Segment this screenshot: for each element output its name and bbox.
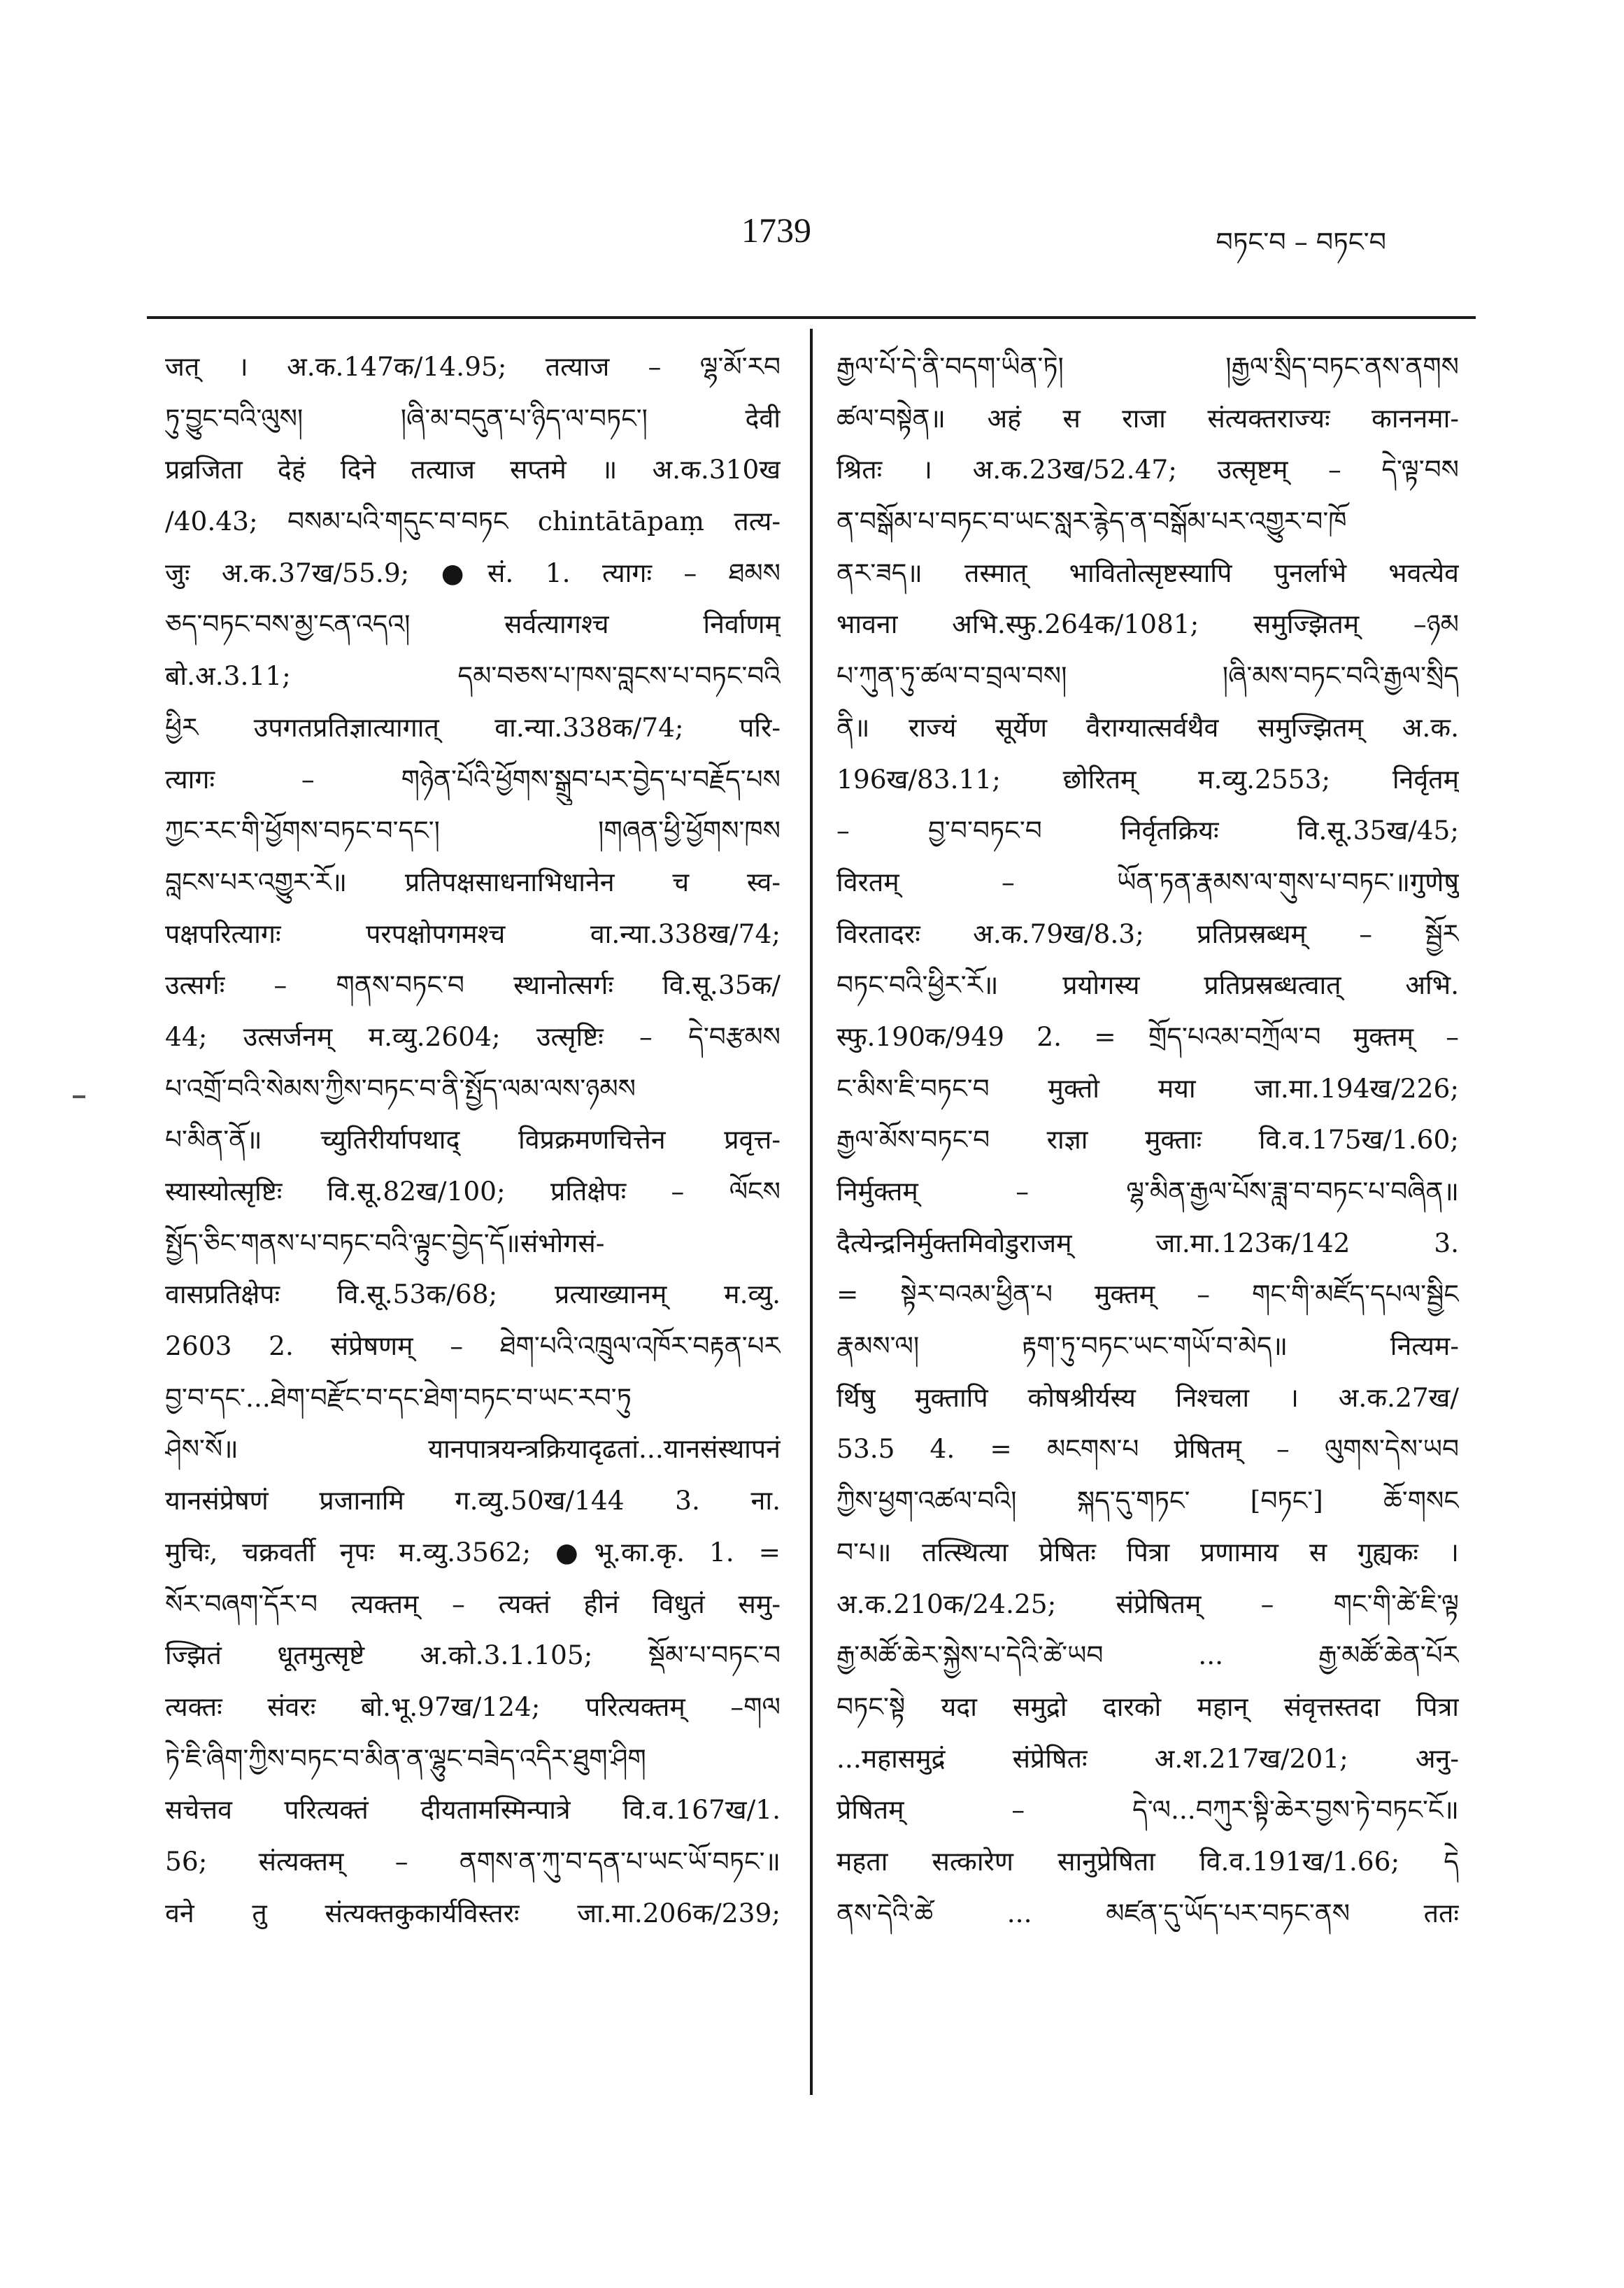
text-line: निर्मुक्तम् – ལྷ་མིན་རྒྱལ་པོས་ཟླ་བ་བཏང་པ་བཞིན॥ [836,1176,1459,1207]
text-line: ཏུ་བྱུང་བའི་ལུས། །ཞི་མ་བདུན་པ་ཉིད་ལ་བཏང་། देवी [165,402,781,434]
text-line: ནས་དེའི་ཚེ ... མཛན་དུ་ཡོད་པར་བཏང་ནས ततः [836,1897,1459,1928]
text-line: 44; उत्सर्जनम् म.व्यु.2604; उत्सृष्टिः – དེ་བརྩམས [165,1021,781,1052]
left-column [165,341,781,1939]
text-line: སོར་བཞག་དོར་བ त्यक्तम् – त्यक्तं हीनं विधुतं समु- [165,1588,781,1619]
text-line: बो.अ.3.11; དམ་བཅས་པ་ཁས་བླངས་པ་བཏང་བའི [165,660,781,692]
page-header [0,210,1624,266]
text-line: ཀྱིས་ཕྱག་འཚལ་བའི། སྐད་དུ་གཏང་ [བཏང་] ཆོ་གསང [836,1485,1459,1516]
text-line: स्यास्योत्सृष्टिः वि.सू.82ख/100; प्रतिक्षेपः – ལོངས [165,1176,781,1207]
text-line: सचेत्तव परित्यक्तं दीयतामस्मिन्पात्रे वि.व.167ख/1. [165,1794,781,1826]
text-line: པ་མིན་ནོ॥ च्युतिरीर्यापथाद् विप्रक्रमणचित्तेन प्रवृत्त- [165,1124,781,1156]
text-line: ཅད་བཏང་བས་མྱ་ངན་འདའ། सर्वत्यागश्च निर्वाणम् [165,609,781,640]
text-line: अ.क.210क/24.25; संप्रेषितम् – གང་གི་ཚེ་ཇི་ལྟ [836,1588,1459,1619]
right-column [836,341,1459,1939]
text-line: བཏང་བའི་ཕྱིར་རོ॥ प्रयोगस्य प्रतिप्रस्रब्धत्वात् अभि. [836,969,1459,1001]
text-line: प्रव्रजिता देहं दिने तत्याज सप्तमे ॥ अ.क.310ख [165,454,781,485]
text-line: ཀྱང་རང་གི་ཕྱོགས་བཏང་བ་དང་། །གཞན་ཕྱི་ཕྱོགས་ཁས [165,815,781,846]
text-line: ...महासमुद्रं संप्रेषितः अ.श.217ख/201; अनु- [836,1742,1459,1774]
text-line: जत् । अ.क.147क/14.95; तत्याज – ལྷ་མོ་རབ [165,351,781,382]
text-line: ནི॥ राज्यं सूर्येण वैराग्यात्सर्वथैव समुज्झितम् अ.क. [836,711,1459,743]
header-rule [147,316,1476,319]
text-line: विरतादरः अ.क.79ख/8.3; प्रतिप्रस्रब्धम् – སྦྱོར [836,918,1459,949]
text-line: ཏེ་ཇི་ཞིག་ཀྱིས་བཏང་བ་མིན་ན་ལྷུང་བཟེད་འདིར་ཐུག་ཤིག [165,1742,646,1774]
text-line: 2603 2. संप्रेषणम् – ཐེག་པའི་འཁྲུལ་འཁོར་བརྟན་པར [165,1330,781,1362]
text-line: བ་པ॥ तत्स्थित्या प्रेषितः पित्रा प्रणामाय स गुह्यकः । [836,1536,1459,1568]
text-line: 56; संत्यक्तम् – ནགས་ན་ཀུ་བ་དན་པ་ཡང་ཡོ་བཏང་॥ [165,1845,781,1877]
text-line: वने तु संत्यक्तकुकार्यविस्तरः जा.मा.206क/239; [165,1897,781,1928]
text-line: त्यागः – གཉེན་པོའི་ཕྱོགས་སྒྲུབ་པར་བྱེད་པ་བརྗོད་པས [165,763,781,795]
text-line: 53.5 4. = མངགས་པ प्रेषितम् – ལུགས་དེས་ཡབ [836,1433,1459,1465]
text-line: སྤྱོད་ཅིང་གནས་པ་བཏང་བའི་ལྟུང་བྱེད་དོ॥संभोगसं- [165,1227,605,1258]
text-line: བླངས་པར་འགྱུར་རོ॥ प्रतिपक्षसाधनाभिधानेन च स्व- [165,866,781,897]
text-line: ཚལ་བསྟེན॥ अहं स राजा संत्यक्तराज्यः काननमा- [836,402,1459,434]
text-line: པ་འགྲོ་བའི་སེམས་ཀྱིས་བཏང་བ་ནི་སྤྱོད་ལམ་ལས་ཉམས [165,1072,636,1104]
margin-mark [73,1095,85,1098]
text-line: ज्झितं धूतमुत्सृष्टे अ.को.3.1.105; སྡོམ་པ་བཏང་བ [165,1640,781,1671]
text-line: བཏང་སྟེ यदा समुद्रो दारको महान् संवृत्तस्तदा पित्रा [836,1691,1459,1722]
text-line: ཤེས་སོ॥ यानपात्रयन्त्रक्रियादृढतां...यानसंस्थापनं [165,1433,781,1465]
page-number: 1739 [741,211,811,250]
text-line: བྱ་བ་དང་...ཐེག་བརྫོང་བ་དང་ཐེག་བཏང་བ་ཡང་རབ་ཏུ [165,1381,632,1413]
text-line: यानसंप्रेषणं प्रजानामि ग.व्यु.50ख/144 3. ना. [165,1485,781,1516]
column-divider [810,329,813,2095]
text-line: पक्षपरित्यागः परपक्षोपगमश्च वा.न्या.338ख/74; [165,918,781,949]
text-line: र्थिषु मुक्तापि कोषश्रीर्यस्य निश्चला । अ.क.27ख/ [836,1381,1459,1413]
running-head: བཏང་བ – བཏང་བ [1216,227,1386,257]
text-line: ནར་ཟད॥ तस्मात् भावितोत्सृष्टस्यापि पुनर्लाभे भवत्येव [836,557,1459,588]
text-line: /40.43; བསམ་པའི་གདུང་བ་བཏང chintātāpaṃ तत्य- [165,506,781,537]
text-line: स्फु.190क/949 2. = གྲོད་པའམ་བཀྲོལ་བ मुक्तम् – [836,1021,1459,1052]
text-line: श्रितः । अ.क.23ख/52.47; उत्सृष्टम् – དེ་ལྟ་བས [836,454,1459,485]
text-line: ན་བསྒོམ་པ་བཏང་བ་ཡང་སླར་རྙེད་ན་བསྒོམ་པར་འགྱུར་བ་ཁོ [836,506,1347,537]
text-line: = སྟེར་བའམ་ཕྱིན་པ मुक्तम् – གང་གི་མཛོད་དཔལ་སྦྱིང [836,1279,1459,1310]
text-line: विरतम् – ཡོན་ཏན་རྣམས་ལ་གུས་པ་བཏང་॥गुणेषु [836,866,1459,897]
text-line: त्यक्तः संवरः बो.भू.97ख/124; परित्यक्तम् –གལ [165,1691,781,1722]
text-line: རྒྱ་མཚོ་ཆེར་སྐྱེས་པ་དེའི་ཚེ་ཡབ ... རྒྱ་མཚོ་ཆེན་པོར [836,1640,1459,1671]
text-line: རྒྱལ་མོས་བཏང་བ राज्ञा मुक्ताः वि.व.175ख/1.60; [836,1124,1459,1156]
text-line: महता सत्कारेण सानुप्रेषिता वि.व.191ख/1.66; དེ [836,1845,1459,1877]
text-line: 196ख/83.11; छोरितम् म.व्यु.2553; निर्वृतम् [836,763,1459,795]
text-line: པ་ཀུན་ཏུ་ཚལ་བ་བྲལ་བས། །ཞི་མས་བཏང་བའི་རྒྱལ་སྲིད [836,660,1459,692]
text-line: ཕྱིར उपगतप्रतिज्ञात्यागात् वा.न्या.338क/74; परि- [165,711,781,743]
text-line: उत्सर्गः – གནས་བཏང་བ स्थानोत्सर्गः वि.सू.35क/ [165,969,781,1001]
text-line: दैत्येन्द्रनिर्मुक्तमिवोडुराजम् जा.मा.123क/142 3. [836,1227,1459,1258]
text-line: मुचिः, चक्रवर्ती नृपः म.व्यु.3562; ●भू.का.कृ. 1. = [165,1536,781,1568]
text-line: རྒྱལ་པོ་དེ་ནི་བདག་ཡིན་ཏེ། །རྒྱལ་སྲིད་བཏང་ནས་ནགས [836,351,1459,382]
text-line: ང་མིས་ཇི་བཏང་བ मुक्तो मया जा.मा.194ख/226; [836,1072,1459,1104]
text-line: जुः अ.क.37ख/55.9; ●सं. 1. त्यागः – ཐམས [165,557,781,588]
text-line: भावना अभि.स्फु.264क/1081; समुज्झितम् –ཉམ [836,609,1459,640]
text-line: प्रेषितम् – དེ་ལ...བཀུར་སྟི་ཆེར་བྱས་ཏེ་བཏང་ངོ॥ [836,1794,1459,1826]
text-line: རྣམས་ལ། རྟག་ཏུ་བཏང་ཡང་གཡོ་བ་མེད॥ नित्यम- [836,1330,1459,1362]
text-line: वासप्रतिक्षेपः वि.सू.53क/68; प्रत्याख्यानम् म.व्यु. [165,1279,781,1310]
text-line: – བྱ་བ་བཏང་བ निर्वृतक्रियः वि.सू.35ख/45; [836,815,1459,846]
